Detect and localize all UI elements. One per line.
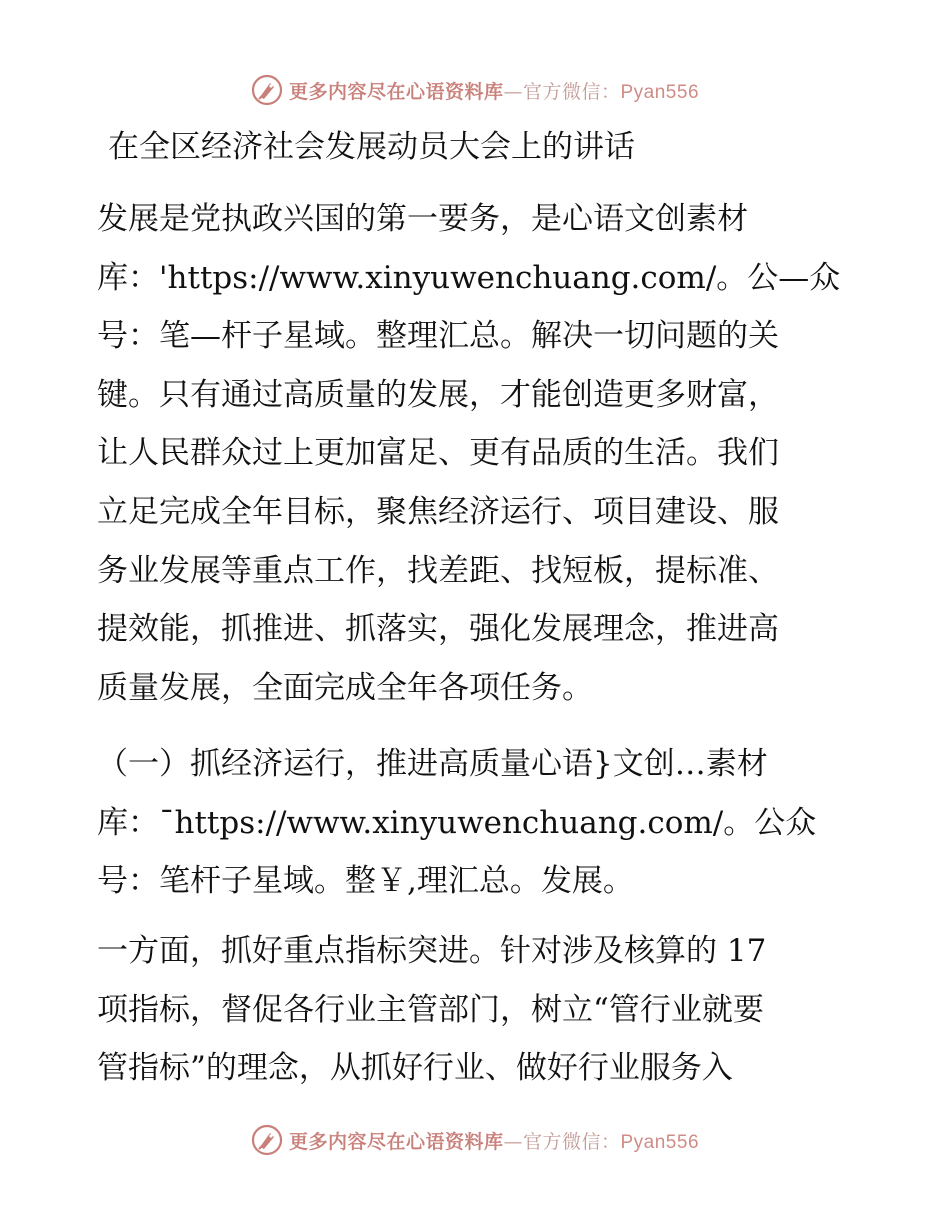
paragraph-line: 一方面，抓好重点指标突进。针对涉及核算的 17 xyxy=(97,933,767,969)
paragraph-line: 库：'https://www.xinyuwenchuang.com/。公—众 xyxy=(97,259,841,296)
paragraph-line: 质量发展，全面完成全年各项任务。 xyxy=(97,669,593,706)
pen-nib-logo-icon xyxy=(251,1124,283,1156)
paragraph-line: 发展是党执政兴国的第一要务，是心语文创素材 xyxy=(97,201,748,237)
paragraph-line: 库：¯https://www.xinyuwenchuang.com/。公众 xyxy=(97,804,817,841)
watermark-main: 更多内容尽在心语资料库 xyxy=(288,1130,504,1153)
paragraph-line: 务业发展等重点工作，找差距、找短板，提标准、 xyxy=(97,552,779,589)
paragraph-line: 号：笔杆子星域。整￥,理汇总。发展。 xyxy=(97,863,634,900)
document-title: 在全区经济社会发展动员大会上的讲话 xyxy=(108,129,635,165)
watermark-separator: — xyxy=(503,1130,523,1153)
paragraph-line: 管指标”的理念，从抓好行业、做好行业服务入 xyxy=(97,1050,733,1087)
paragraph-3 xyxy=(97,922,857,1098)
paragraph-1 xyxy=(97,190,857,717)
watermark-sub: 官方微信： xyxy=(522,80,621,103)
paragraph-line: 让人民群众过上更加富足、更有品质的生活。我们 xyxy=(97,435,779,472)
paragraph-line: 立足完成全年目标，聚焦经济运行、项目建设、服 xyxy=(97,493,779,530)
paragraph-line: 项指标，督促各行业主管部门，树立“管行业就要 xyxy=(97,991,764,1028)
watermark-separator: — xyxy=(503,80,523,103)
paragraph-line: 号：笔—杆子星域。整理汇总。解决一切问题的关 xyxy=(97,318,779,355)
paragraph-2 xyxy=(97,735,857,911)
watermark-sub: 官方微信： xyxy=(522,1130,621,1153)
watermark-wechat-id: Pyan556 xyxy=(620,1131,700,1153)
paragraph-line: （一）抓经济运行，推进高质量心语}文创…素材 xyxy=(97,746,768,782)
paragraph-line: 提效能，抓推进、抓落实，强化发展理念，推进高 xyxy=(97,611,779,648)
watermark-main: 更多内容尽在心语资料库 xyxy=(288,80,504,103)
watermark-wechat-id: Pyan556 xyxy=(620,81,700,103)
pen-nib-logo-icon xyxy=(251,74,283,106)
footer-watermark xyxy=(0,1120,950,1160)
watermark-text xyxy=(289,77,699,104)
watermark-text xyxy=(289,1127,699,1154)
paragraph-line: 键。只有通过高质量的发展，才能创造更多财富， xyxy=(97,376,779,413)
header-watermark xyxy=(0,70,950,110)
